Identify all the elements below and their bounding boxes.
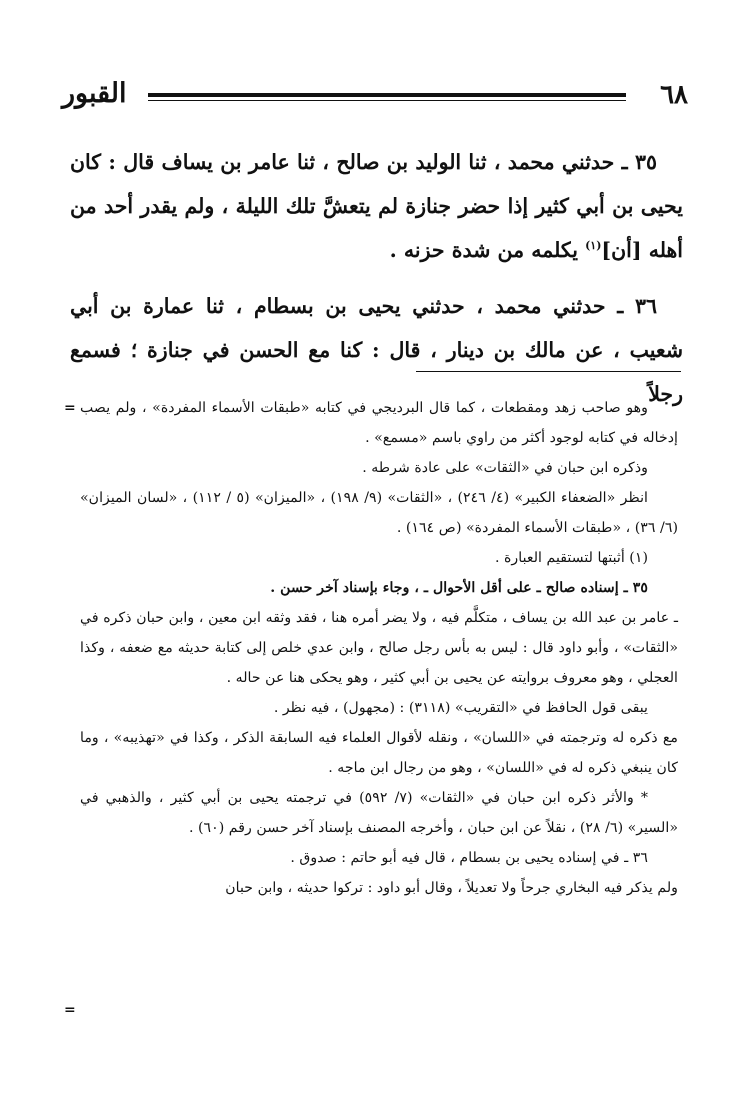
footnote-line: ـ عامر بن عبد الله بن يساف ، متكلَّم فيه ، ولا يضر أمره هنا ، فقد وثقه ابن معين ، وابن حبان ذكره في «الثقات» ، وأبو داود قال : ليس به بأس رجل صالح ، وابن عدي خلص إلى كتابة حديثه مع ضعفه ، وكذا العجلي ، وهو معروف بروايته عن يحيى بن أبي كثير ، وهو يحكى هنا عن حاله . <box>80 610 678 686</box>
footnote-line: وهو صاحب زهد ومقطعات ، كما قال البرديجي في كتابه «طبقات الأسماء المفردة» ، ولم يصب إدخاله في كتابه لوجود أكثر من راوي باسم «مسمع» . <box>80 400 678 446</box>
footnote-line: وذكره ابن حبان في «الثقات» على عادة شرطه . <box>362 460 648 476</box>
footnote-separator <box>416 371 681 372</box>
footnote-line: مع ذكره له وترجمته في «اللسان» ، ونقله لأقوال العلماء فيه السابقة الذكر ، وكذا في «تهذيبه» ، وما كان ينبغي ذكره له في «اللسان» ، وهو من رجال ابن ماجه . <box>80 730 678 776</box>
narration-35-end: يكلمه من شدة حزنه . <box>389 238 586 262</box>
footnote-line: * والأثر ذكره ابن حبان في «الثقات» (٧/ ٥٩٢) في ترجمته يحيى بن أبي كثير ، والذهبي في «السير» (٦/ ٢٨) ، نقلاً عن ابن حبان ، وأخرجه المصنف بإسناد آخر حسن رقم (٦٠) . <box>80 790 678 836</box>
narration-36: ٣٦ ـ حدثني محمد ، حدثني يحيى بن بسطام ، ثنا عمارة بن أبي شعيب ، عن مالك بن دينار ، قال : كنا مع الحسن في جنازة ؛ فسمع رجلاً <box>70 294 683 406</box>
footnote-1: (١) أثبتها لتستقيم العبارة . <box>494 550 648 566</box>
footnote-heading-35: ٣٥ ـ إسناده صالح ـ على أقل الأحوال ـ ، وجاء بإسناد آخر حسن . <box>270 580 648 596</box>
running-title: القبور <box>62 78 127 109</box>
main-text <box>70 140 683 416</box>
narration-35-text: ٣٥ ـ حدثني محمد ، ثنا الوليد بن صالح ، ثنا عامر بن يساف قال : كان يحيى بن أبي كثير إذا حضر جنازة لم يتعشَّ تلك الليلة ، ولم يقدر أحد من أهله [أن] <box>70 150 683 262</box>
footnote-ref-1: (١) <box>585 239 602 253</box>
footnote-line: ٣٦ ـ في إسناده يحيى بن بسطام ، قال فيه أبو حاتم : صدوق . <box>290 850 648 866</box>
footnote-line: ولم يذكر فيه البخاري جرحاً ولا تعديلاً ، وقال أبو داود : تركوا حديثه ، وابن حبان <box>225 880 678 896</box>
page-number: ٦٨ <box>660 80 688 110</box>
page-header <box>62 78 688 118</box>
continuation-mark-top: = <box>64 400 76 416</box>
footnote-line: انظر «الضعفاء الكبير» (٤/ ٢٤٦) ، «الثقات» (٩/ ١٩٨) ، «الميزان» (٥ / ١١٢) ، «لسان الميزان» (٦/ ٣٦) ، «طبقات الأسماء المفردة» (ص ١٦٤) . <box>80 490 678 536</box>
footnote-line: يبقى قول الحافظ في «التقريب» (٣١١٨) : (مجهول) ، فيه نظر . <box>273 700 648 716</box>
footnotes <box>80 393 678 903</box>
header-rule <box>148 93 626 101</box>
continuation-mark-bottom: = <box>64 1002 76 1018</box>
narration-35 <box>70 140 683 272</box>
